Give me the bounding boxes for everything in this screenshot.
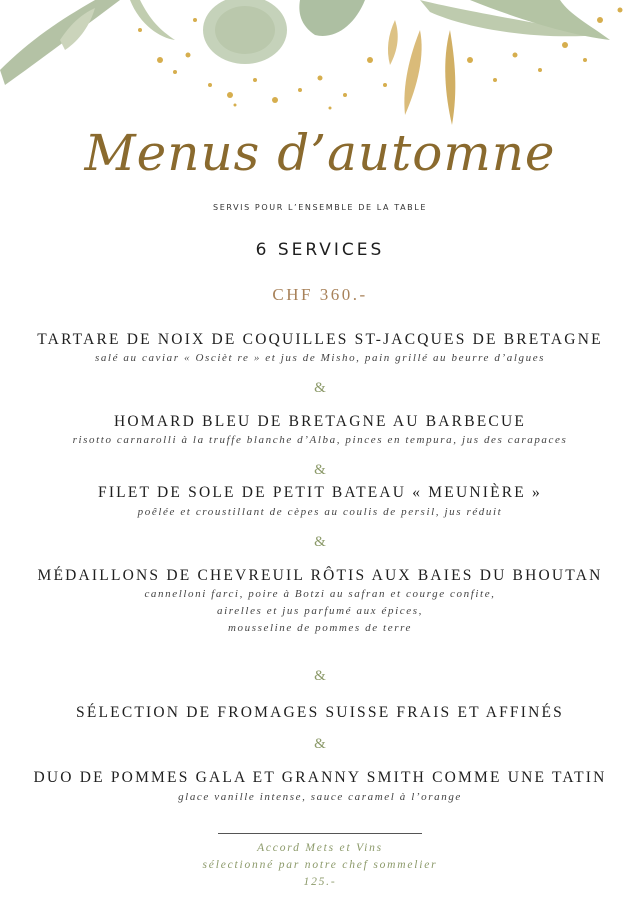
services-count: 6 SERVICES bbox=[255, 240, 385, 260]
course-desc: cannelloni farci, poire à Botzi au safran et courge confite, bbox=[144, 588, 496, 600]
course-title: HOMARD BLEU DE BRETAGNE AU BARBECUE bbox=[113, 413, 527, 430]
course-title: SÉLECTION DE FROMAGES SUISSE FRAIS ET AFFINÉS bbox=[76, 704, 564, 721]
course-title: TARTARE DE NOIX DE COQUILLES ST-JACQUES DE BRETAGNE bbox=[37, 331, 603, 348]
course-separator: & bbox=[314, 736, 326, 752]
pairing-price: 125.- bbox=[303, 876, 337, 888]
course-desc: airelles et jus parfumé aux épices, bbox=[217, 605, 423, 617]
pairing-divider bbox=[218, 833, 422, 834]
course-separator: & bbox=[314, 380, 326, 396]
menu-price: CHF 360.- bbox=[272, 285, 368, 304]
course-separator: & bbox=[314, 534, 326, 550]
course-desc: mousseline de pommes de terre bbox=[227, 622, 413, 634]
course-title: DUO DE POMMES GALA ET GRANNY SMITH COMME UNE TATIN bbox=[33, 769, 607, 786]
course-title: FILET DE SOLE DE PETIT BATEAU « MEUNIÈRE » bbox=[98, 484, 542, 501]
course-desc: salé au caviar « Oscièt re » et jus de Misho, pain grillé au beurre d’algues bbox=[94, 352, 546, 364]
course-separator: & bbox=[314, 462, 326, 478]
menu-title: Menus d’automne bbox=[84, 124, 556, 182]
pairing-desc: sélectionné par notre chef sommelier bbox=[202, 859, 438, 871]
pairing-title: Accord Mets et Vins bbox=[257, 842, 383, 854]
course-desc: risotto carnarolli à la truffe blanche d’Alba, pinces en tempura, jus des carapaces bbox=[72, 434, 568, 446]
menu-subtitle: SERVIS POUR L’ENSEMBLE DE LA TABLE bbox=[213, 203, 427, 212]
course-desc: poêlée et croustillant de cèpes au coulis de persil, jus réduit bbox=[137, 506, 503, 518]
course-separator: & bbox=[314, 668, 326, 684]
course-title: MÉDAILLONS DE CHEVREUIL RÔTIS AUX BAIES DU BHOUTAN bbox=[37, 567, 603, 584]
course-desc: glace vanille intense, sauce caramel à l’orange bbox=[178, 791, 462, 803]
